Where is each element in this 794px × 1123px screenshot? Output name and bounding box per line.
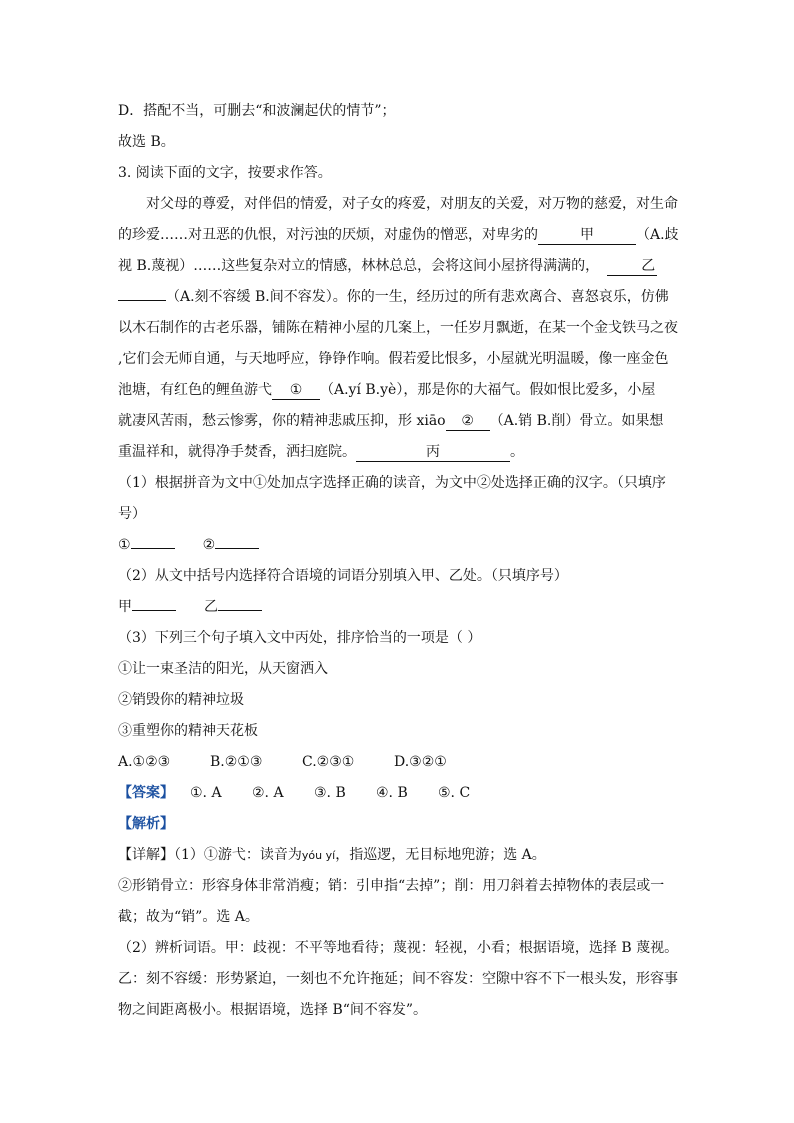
answer-tag: 【答案】 — [118, 785, 174, 801]
blank-jia: 甲 — [538, 226, 636, 245]
passage-line: （A.刻不容缓 B.间不容发）。你的一生，经历过的所有悲欢离合、喜怒哀乐，仿佛 — [118, 282, 678, 313]
analysis-line: 截；故为“销”。选 A。 — [118, 909, 259, 925]
question-3-title: 3. 阅读下面的文字，按要求作答。 — [118, 165, 332, 181]
subquestion-2: （2）从文中括号内选择符合语境的词语分别填入甲、乙处。（只填序号） — [118, 568, 568, 584]
choose-b-line: 故选 B。 — [118, 134, 175, 150]
answer-line: 【答案】 ①. A ②. A ③. B ④. B ⑤. C — [118, 785, 471, 801]
reading-passage — [118, 189, 678, 468]
answer-blank-yi — [218, 610, 262, 611]
subquestion-1-cont: 号） — [118, 506, 146, 522]
detail-tag: 【详解】 — [118, 847, 174, 863]
subquestion-2-answers: 甲 乙 — [118, 592, 678, 623]
sentence-option: ③重塑你的精神天花板 — [118, 723, 258, 739]
analysis-tag-line — [118, 809, 678, 840]
passage-line: 就凄风苦雨，愁云惨雾，你的精神悲戚压抑，形 xiāo ② （A.销 B.削）骨立。如果想 — [118, 413, 664, 429]
passage-line: 以木石制作的古老乐器，铺陈在精神小屋的几案上，一任岁月飘逝，在某一个金戈铁马之夜 — [118, 320, 678, 336]
sentence-option: ①让一束圣洁的阳光，从天窗洒入 — [118, 661, 328, 677]
passage-line: ,它们会无师自通，与天地呼应，铮铮作响。假若爱比恨多，小屋就光明温暖，像一座金色 — [118, 351, 669, 367]
sentence-option: ②销毁你的精神垃圾 — [118, 692, 244, 708]
subquestion-3: （3）下列三个句子填入文中丙处，排序恰当的一项是（ ） — [118, 630, 482, 646]
choice-options: A.①②③ B.②①③ C.②③① D.③②① — [118, 754, 447, 770]
blank-2: ② — [446, 412, 490, 431]
answer-blank-2 — [215, 548, 259, 549]
analysis-line: ②形销骨立：形容身体非常消瘦；销：引申指“去掉”；削：用刀斜着去掉物体的表层或一 — [118, 878, 665, 894]
subquestion-1-answers: ① ② — [118, 530, 678, 561]
passage-line: 重温祥和，就得净手焚香，洒扫庭院。 丙 。 — [118, 444, 524, 460]
document-page — [118, 96, 678, 1026]
analysis-line: 物之间距离极小。根据语境，选择 B“间不容发”。 — [118, 1002, 428, 1018]
passage-line: 池塘，有红色的鲤鱼游弋 ① （A.yí B.yè），那是你的大福气。假如恨比爱多，小屋 — [118, 382, 656, 398]
subquestion-1: （1）根据拼音为文中①处加点字选择正确的读音，为文中②处选择正确的汉字。（只填序 — [118, 475, 666, 491]
blank-bing: 丙 — [356, 443, 510, 462]
passage-line: 对父母的尊爱，对伴侣的情爱，对子女的疼爱，对朋友的关爱，对万物的慈爱，对生命 — [146, 196, 678, 212]
answer-blank-1 — [131, 548, 175, 549]
analysis-line: （2）辨析词语。甲：歧视：不平等地看待；蔑视：轻视，小看；根据语境，选择 B 蔑视。 — [118, 940, 679, 956]
analysis-tag: 【解析】 — [118, 816, 174, 832]
analysis-line: 乙：刻不容缓：形势紧迫，一刻也不允许拖延；间不容发：空隙中容不下一根头发，形容事 — [118, 971, 678, 987]
blank-yi: 乙 — [607, 257, 657, 276]
passage-line: 的珍爱……对丑恶的仇恨，对污浊的厌烦，对虚伪的憎恶，对卑劣的 甲 （A.歧 — [118, 227, 679, 243]
option-d-note: D．搭配不当，可删去“和波澜起伏的情节”； — [118, 103, 396, 119]
analysis-line: 【详解】（1）①游弋：读音为yóu yí，指巡逻，无目标地兜游；选 A。 — [118, 847, 546, 863]
passage-line: 视 B.蔑视）……这些复杂对立的情感，林林总总，会将这间小屋挤得满满的， 乙 — [118, 258, 656, 274]
blank-1: ① — [272, 381, 320, 400]
answer-blank-jia — [132, 610, 176, 611]
